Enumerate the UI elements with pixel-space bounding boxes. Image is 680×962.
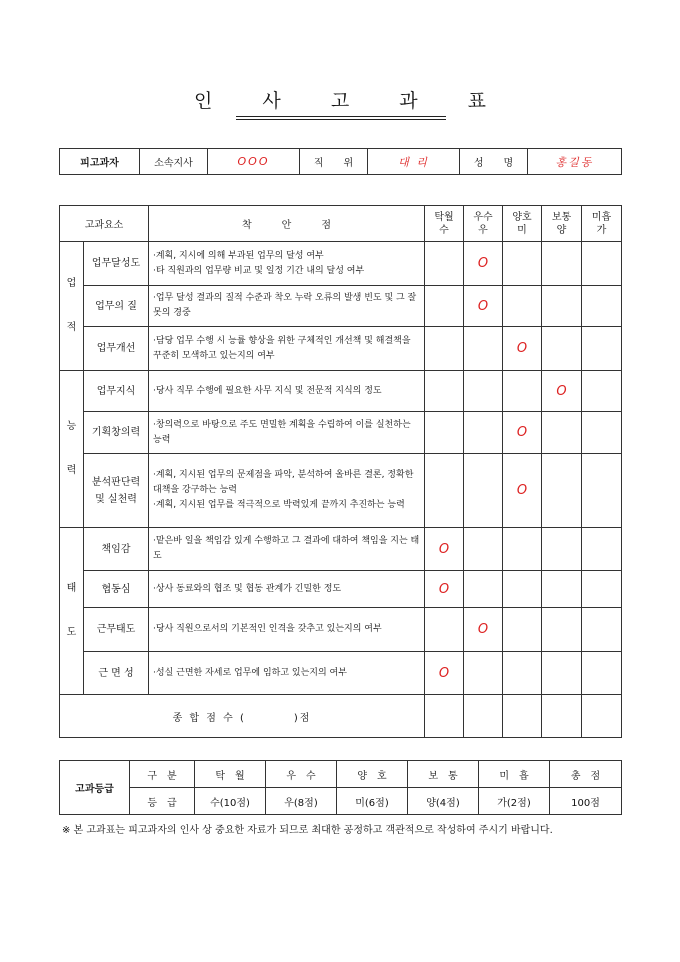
table-row [60,286,622,327]
element-label: 기획창의력 [84,412,149,454]
grade-check-cell[interactable] [425,327,464,371]
total-score-cell[interactable] [542,695,582,738]
grade-mark: O [477,298,489,314]
grade-mark: O [477,622,489,637]
grade-check-cell[interactable] [425,242,464,286]
grade-cell: 구 분 [130,761,195,788]
column-header-grade: 보통 양 [542,206,582,242]
grade-check-cell[interactable] [425,652,464,695]
grade-check-cell[interactable] [542,454,582,528]
focus-description: ·맡은바 일을 책임감 있게 수행하고 그 결과에 대하여 책임을 지는 태도 [149,528,425,571]
grade-check-cell[interactable] [582,528,622,571]
grade-cell: 총 점 [550,761,622,788]
focus-description: ·담당 업무 수행 시 능률 향상을 위한 구체적인 개선책 및 해결책을 꾸준히 모색하고 있는지의 여부 [149,327,425,371]
grade-check-cell[interactable] [542,327,582,371]
grade-cell: 양 호 [337,761,408,788]
category-label: 능 력 [60,371,84,528]
total-score-cell[interactable] [425,695,464,738]
evaluatee-info-table [59,148,622,175]
grade-check-cell[interactable] [542,652,582,695]
focus-description: ·계획, 지시된 업무의 문제점을 파악, 분석하여 올바른 결론, 정확한 대책을 강구하는 능력 ·계획, 지시된 업무를 적극적으로 박력있게 끝까지 추진하는 능력 [149,454,425,528]
grade-mark: O [477,256,489,271]
grade-mark: O [438,541,450,557]
grade-check-cell[interactable] [425,608,464,652]
table-row [60,528,622,571]
grade-check-cell[interactable] [464,412,503,454]
grade-check-cell[interactable] [464,327,503,371]
title-underline [236,119,446,120]
grade-check-cell[interactable] [425,286,464,327]
page-title: 인 사 고 과 표 [194,90,508,112]
grade-check-cell[interactable] [464,454,503,528]
evaluation-table [59,205,622,738]
name-value[interactable]: 홍길동 [528,149,622,175]
focus-description: ·계획, 지시에 의해 부과된 업무의 달성 여부 ·타 직원과의 업무량 비교 및 일정 기간 내의 달성 여부 [149,242,425,286]
grade-check-cell[interactable] [542,412,582,454]
total-row [60,695,622,738]
grade-check-cell[interactable] [425,412,464,454]
position-value[interactable]: 대 리 [368,149,460,175]
grade-check-cell[interactable] [425,371,464,412]
position-label: 직 위 [300,149,368,175]
title-underline [236,116,446,117]
grade-check-cell[interactable] [582,242,622,286]
grade-check-cell[interactable] [464,371,503,412]
grade-mark: O [438,665,450,681]
table-row [60,412,622,454]
grade-cell: 보 통 [408,761,479,788]
grade-check-cell[interactable] [503,652,542,695]
grade-check-cell[interactable] [542,571,582,608]
grade-check-cell[interactable] [464,242,503,286]
footnote: ※ 본 고과표는 피고과자의 인사 상 중요한 자료가 되므로 최대한 공정하고 객관적으로 작성하여 주시기 바랍니다. [62,825,553,836]
column-header-grade: 양호 미 [503,206,542,242]
grade-check-cell[interactable] [503,608,542,652]
column-header-focus: 착 안 점 [149,206,425,242]
evaluatee-header: 피고과자 [60,149,140,175]
table-header-row [60,206,622,242]
grade-cell: 100점 [550,788,622,815]
focus-description: ·당사 직무 수행에 필요한 사무 지식 및 전문적 지식의 정도 [149,371,425,412]
focus-description: ·창의력으로 바탕으로 주도 면밀한 계획을 수립하여 이를 실천하는 능력 [149,412,425,454]
grade-check-cell[interactable] [425,528,464,571]
grade-check-cell[interactable] [582,454,622,528]
grade-cell: 등 급 [130,788,195,815]
grade-check-cell[interactable] [582,327,622,371]
grade-check-cell[interactable] [464,608,503,652]
element-label: 책임감 [84,528,149,571]
table-row [60,327,622,371]
column-header-grade: 우수 우 [464,206,503,242]
grade-check-cell[interactable] [464,528,503,571]
grade-cell: 수(10점) [195,788,266,815]
focus-description: ·업무 달성 결과의 질적 수준과 착오 누락 오류의 발생 빈도 및 그 잘못의 경중 [149,286,425,327]
grade-cell: 탁 월 [195,761,266,788]
grade-cell: 미 흡 [479,761,550,788]
grade-check-cell[interactable] [542,286,582,327]
grade-check-cell[interactable] [582,608,622,652]
table-row [60,242,622,286]
category-label: 태 도 [60,528,84,695]
element-label: 협동심 [84,571,149,608]
element-label: 업무개선 [84,327,149,371]
grade-mark: O [556,383,567,399]
grade-check-cell[interactable] [542,242,582,286]
column-header-grade: 미흡 가 [582,206,622,242]
dept-value[interactable]: OOO [208,149,300,175]
grade-check-cell[interactable] [582,412,622,454]
table-row [60,571,622,608]
grade-check-cell[interactable] [582,652,622,695]
grade-mark: O [516,341,528,356]
column-header-element: 고과요소 [60,206,149,242]
grade-mark: O [516,483,528,498]
grade-check-cell[interactable] [464,286,503,327]
column-header-grade: 탁월 수 [425,206,464,242]
focus-description: ·성실 근면한 자세로 업무에 임하고 있는지의 여부 [149,652,425,695]
grade-check-cell[interactable] [582,571,622,608]
grade-check-cell[interactable] [503,242,542,286]
grade-check-cell[interactable] [582,371,622,412]
grade-check-cell[interactable] [503,454,542,528]
grade-check-cell[interactable] [464,571,503,608]
total-score-label: 종 합 점 수 ( )점 [60,695,425,738]
dept-label: 소속지사 [140,149,208,175]
element-label: 근무태도 [84,608,149,652]
element-label: 업무달성도 [84,242,149,286]
grade-scale-table [59,760,622,815]
grade-check-cell[interactable] [503,412,542,454]
element-label: 업무지식 [84,371,149,412]
name-label: 성 명 [460,149,528,175]
focus-description: ·당사 직원으로서의 기본적인 인격을 갖추고 있는지의 여부 [149,608,425,652]
grade-mark: O [516,425,528,440]
grade-cell: 양(4점) [408,788,479,815]
table-row [60,608,622,652]
grade-check-cell[interactable] [503,286,542,327]
grade-check-cell[interactable] [425,571,464,608]
grade-cell: 가(2점) [479,788,550,815]
grade-check-cell[interactable] [582,286,622,327]
category-label: 업 적 [60,242,84,371]
grade-check-cell[interactable] [542,371,582,412]
total-score-cell[interactable] [464,695,503,738]
table-row [60,652,622,695]
grade-check-cell[interactable] [542,608,582,652]
table-row [60,371,622,412]
total-score-cell[interactable] [582,695,622,738]
grade-check-cell[interactable] [464,652,503,695]
table-row [60,454,622,528]
grade-check-cell[interactable] [425,454,464,528]
grade-cell: 우 수 [266,761,337,788]
grade-cell: 우(8점) [266,788,337,815]
grade-check-cell[interactable] [503,528,542,571]
element-label: 업무의 질 [84,286,149,327]
element-label: 근 면 성 [84,652,149,695]
grade-cell: 미(6점) [337,788,408,815]
grade-check-cell[interactable] [542,528,582,571]
grade-check-cell[interactable] [503,327,542,371]
grade-scale-header: 고과등급 [60,761,130,815]
grade-check-cell[interactable] [503,571,542,608]
grade-check-cell[interactable] [503,371,542,412]
grade-mark: O [438,581,450,597]
focus-description: ·상사 동료와의 협조 및 협동 관계가 긴밀한 정도 [149,571,425,608]
element-label: 분석판단력 및 실천력 [84,454,149,528]
total-score-cell[interactable] [503,695,542,738]
